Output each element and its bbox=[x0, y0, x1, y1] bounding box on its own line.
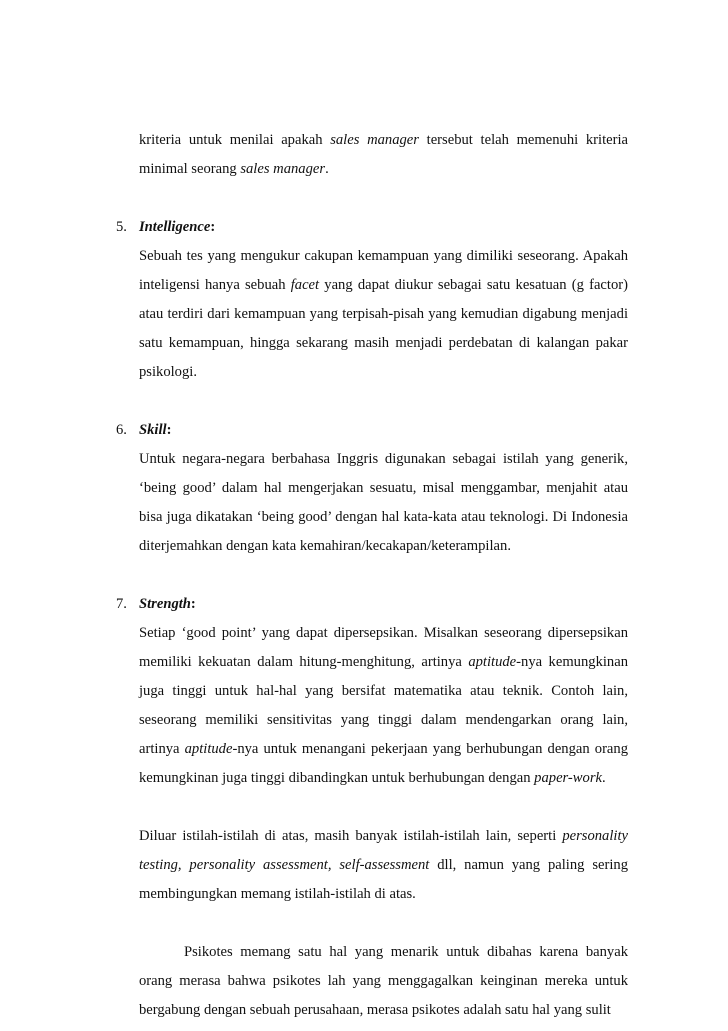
text-segment: . bbox=[325, 161, 329, 177]
text-segment: yang dapat diukur sebagai satu kesatuan (g factor) atau terdiri dari kemampuan yang terpisah-pisah yang kemudian digabung menjadi satu kemampuan, hingga sekarang masih menjadi perdebatan di kalangan pakar psikologi. bbox=[139, 277, 628, 380]
italic-term: personality testing, personality assessment, self-assessment bbox=[139, 828, 628, 873]
text-segment: tersebut telah memenuhi kriteria minimal seorang bbox=[139, 132, 628, 177]
item-term: Intelligence bbox=[139, 219, 211, 235]
italic-term: aptitude bbox=[184, 741, 233, 757]
list-item-strength bbox=[0, 590, 728, 793]
item-colon: : bbox=[190, 596, 196, 612]
intro-paragraph bbox=[0, 126, 728, 184]
document-body bbox=[0, 126, 728, 1025]
text-segment: Untuk negara-negara berbahasa Inggris digunakan sebagai istilah yang generik, ‘being good’ dalam hal mengerjakan sesuatu, misal menggambar, menjahit atau bisa juga dikatakan ‘being good’ dengan hal kata-kata atau teknologi. Di Indonesia diterjemahkan dengan kata kemahiran/kecakapan/keterampilan. bbox=[139, 451, 628, 554]
italic-term: aptitude bbox=[468, 654, 517, 670]
text-segment: Sebuah tes yang mengukur cakupan kemampuan yang dimiliki seseorang. Apakah inteligensi hanya sebuah bbox=[139, 248, 628, 293]
item-term: Strength bbox=[139, 596, 191, 612]
list-number: 6. bbox=[116, 422, 127, 438]
list-item-skill bbox=[0, 416, 728, 561]
list-number: 7. bbox=[116, 596, 127, 612]
item-heading bbox=[0, 590, 728, 619]
italic-term: facet bbox=[290, 277, 320, 293]
text-segment: . bbox=[601, 770, 606, 786]
item-term: Skill bbox=[139, 422, 167, 438]
text-segment: -nya untuk menangani pekerjaan yang berhubungan dengan orang kemungkinan juga tinggi dibandingkan untuk berhubungan dengan bbox=[139, 741, 628, 786]
item-description bbox=[0, 619, 728, 793]
item-heading bbox=[0, 213, 728, 242]
final-paragraph: Psikotes memang satu hal yang menarik untuk dibahas karena banyak orang merasa bahwa psikotes lah yang menggagalkan keinginan mereka untuk bergabung dengan sebuah perusahaan, merasa psikotes adalah satu hal yang sulit bbox=[139, 944, 628, 1018]
text-segment: Diluar istilah-istilah di atas, masih banyak istilah-istilah lain, seperti bbox=[139, 828, 563, 844]
item-heading bbox=[0, 416, 728, 445]
item-colon: : bbox=[166, 422, 172, 438]
list-item-intelligence bbox=[0, 213, 728, 387]
text-segment: -nya kemungkinan juga tinggi untuk hal-hal yang bersifat matematika atau teknik. Contoh lain, seseorang memiliki sensitivitas yang tinggi dalam mendengarkan orang lain, artinya bbox=[139, 654, 628, 757]
item-colon: : bbox=[210, 219, 216, 235]
item-description bbox=[0, 242, 728, 387]
italic-term: sales manager bbox=[240, 161, 326, 177]
closing-paragraph bbox=[0, 822, 728, 909]
italic-term: paper-work bbox=[534, 770, 602, 786]
text-segment: Setiap ‘good point’ yang dapat dipersepsikan. Misalkan seseorang dipersepsikan memiliki kekuatan dalam hitung-menghitung, artinya bbox=[139, 625, 628, 670]
item-description bbox=[0, 445, 728, 561]
italic-term: sales manager bbox=[330, 132, 419, 148]
text-segment: dll, namun yang paling sering membingungkan memang istilah-istilah di atas. bbox=[139, 857, 628, 902]
list-number: 5. bbox=[116, 219, 127, 235]
text-segment: kriteria untuk menilai apakah bbox=[139, 132, 331, 148]
